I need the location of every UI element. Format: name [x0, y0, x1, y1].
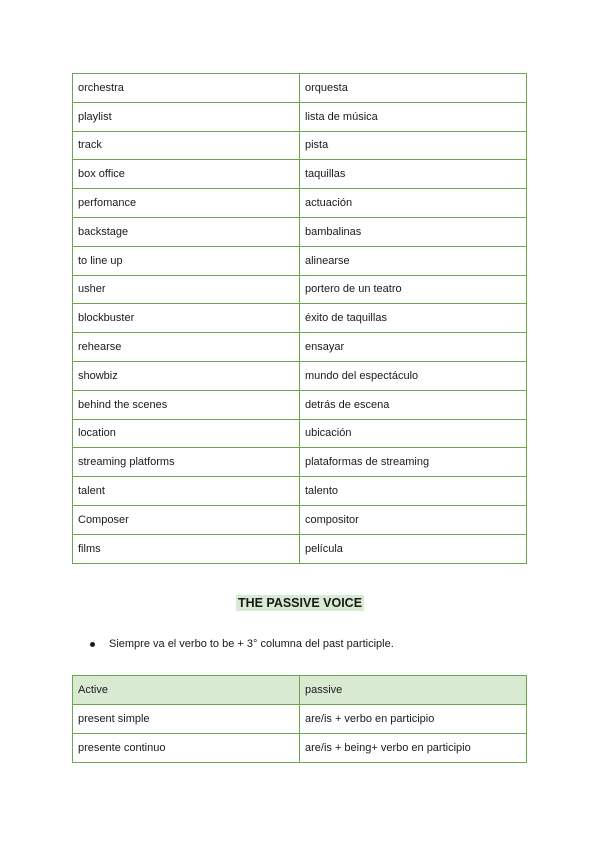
cell-spanish: plataformas de streaming — [300, 448, 527, 477]
cell-spanish: portero de un teatro — [300, 275, 527, 304]
table-header-row — [73, 676, 527, 705]
table-row — [73, 448, 527, 477]
cell-english: usher — [73, 275, 300, 304]
table-row — [73, 275, 527, 304]
passive-voice-table — [72, 675, 527, 763]
cell-spanish: ensayar — [300, 333, 527, 362]
bullet-item — [90, 638, 394, 650]
table-row — [73, 505, 527, 534]
bullet-text: Siempre va el verbo to be + 3° columna del past participle. — [109, 638, 394, 650]
passive-voice-title: THE PASSIVE VOICE — [237, 596, 363, 610]
cell-spanish: ubicación — [300, 419, 527, 448]
cell-spanish: talento — [300, 477, 527, 506]
cell-english: rehearse — [73, 333, 300, 362]
table-row — [73, 74, 527, 103]
table-row — [73, 477, 527, 506]
cell-english: films — [73, 534, 300, 563]
cell-spanish: película — [300, 534, 527, 563]
cell-english: playlist — [73, 102, 300, 131]
cell-english: orchestra — [73, 74, 300, 103]
cell-spanish: compositor — [300, 505, 527, 534]
header-cell-active: Active — [73, 676, 300, 705]
table-row — [73, 304, 527, 333]
cell-english: streaming platforms — [73, 448, 300, 477]
cell-spanish: lista de música — [300, 102, 527, 131]
bullet-icon — [90, 642, 95, 647]
cell-spanish: éxito de taquillas — [300, 304, 527, 333]
cell-spanish: bambalinas — [300, 217, 527, 246]
cell-english: backstage — [73, 217, 300, 246]
cell-active: presente continuo — [73, 734, 300, 763]
table-row — [73, 534, 527, 563]
cell-spanish: alinearse — [300, 246, 527, 275]
table-row — [73, 102, 527, 131]
cell-spanish: pista — [300, 131, 527, 160]
table-row — [73, 217, 527, 246]
cell-spanish: taquillas — [300, 160, 527, 189]
table-row — [73, 160, 527, 189]
cell-spanish: mundo del espectáculo — [300, 361, 527, 390]
table-row — [73, 131, 527, 160]
cell-passive: are/is + being+ verbo en participio — [300, 734, 527, 763]
table-row — [73, 189, 527, 218]
cell-english: blockbuster — [73, 304, 300, 333]
table-row — [73, 361, 527, 390]
section-heading — [0, 594, 600, 612]
cell-english: talent — [73, 477, 300, 506]
table-row — [73, 419, 527, 448]
table-row — [73, 705, 527, 734]
cell-spanish: detrás de escena — [300, 390, 527, 419]
table-row — [73, 333, 527, 362]
cell-english: to line up — [73, 246, 300, 275]
cell-english: location — [73, 419, 300, 448]
table-row — [73, 390, 527, 419]
cell-english: showbiz — [73, 361, 300, 390]
cell-english: Composer — [73, 505, 300, 534]
header-cell-passive: passive — [300, 676, 527, 705]
cell-spanish: orquesta — [300, 74, 527, 103]
cell-english: behind the scenes — [73, 390, 300, 419]
cell-english: box office — [73, 160, 300, 189]
cell-spanish: actuación — [300, 189, 527, 218]
cell-english: perfomance — [73, 189, 300, 218]
vocabulary-table — [72, 73, 527, 564]
cell-active: present simple — [73, 705, 300, 734]
cell-passive: are/is + verbo en participio — [300, 705, 527, 734]
table-row — [73, 246, 527, 275]
cell-english: track — [73, 131, 300, 160]
table-row — [73, 734, 527, 763]
